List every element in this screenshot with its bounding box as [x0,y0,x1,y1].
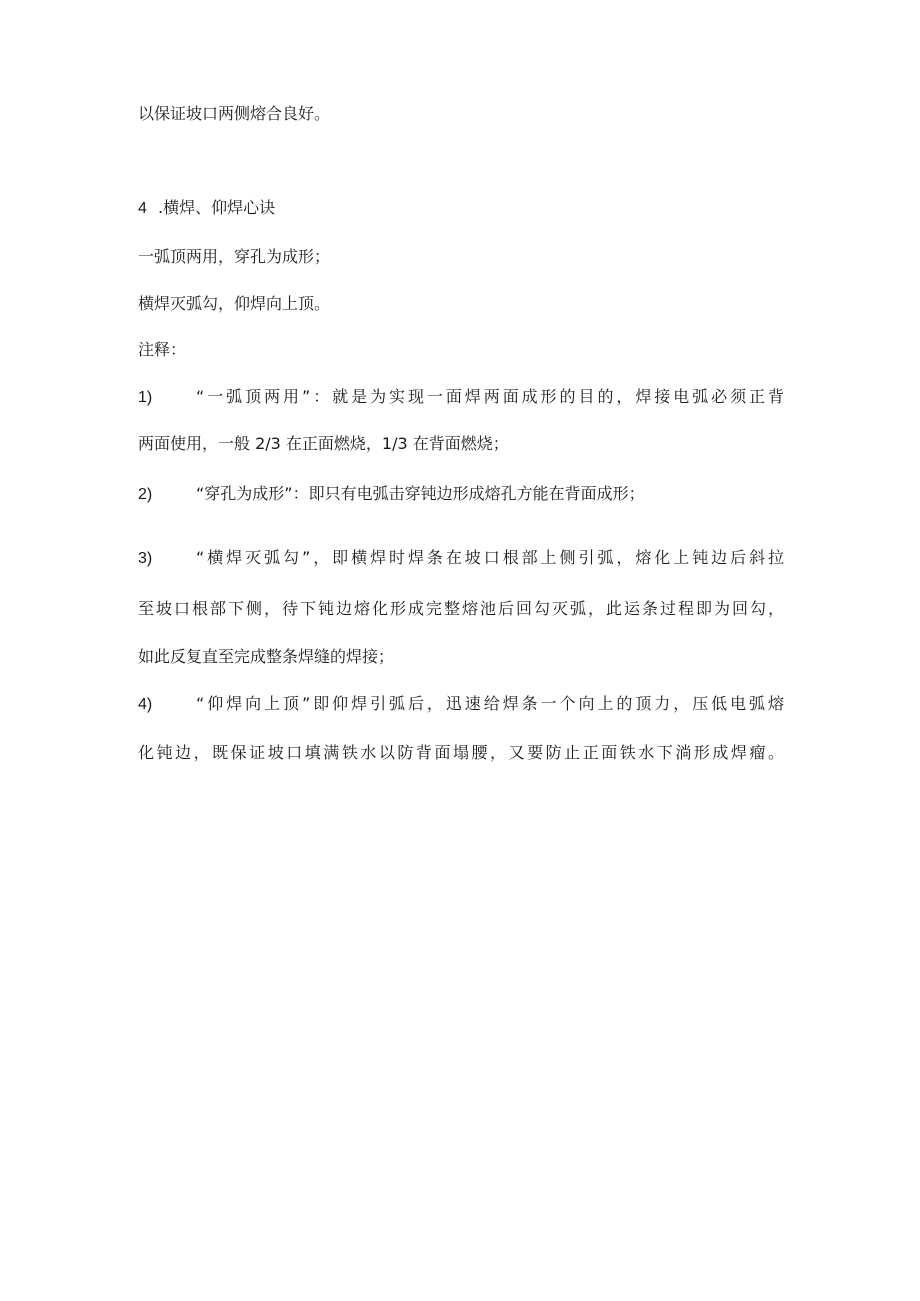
note-4-text-1: “仰焊向上顶”即仰焊引弧后，迅速给焊条一个向上的顶力，压低电弧熔 [196,694,784,713]
note-1-number: 1) [138,389,153,406]
note-4-line-2: 化钝边，既保证坡口填满铁水以防背面塌腰，又要防止正面铁水下淌形成焊瘤。 [138,743,784,762]
note-3-text-1: “横焊灭弧勾”，即横焊时焊条在坡口根部上侧引弧，熔化上钝边后斜拉 [196,548,784,567]
note-4-number: 4) [138,696,153,713]
note-3-line-3: 如此反复直至完成整条焊缝的焊接； [138,647,395,666]
note-1-line-2: 两面使用，一般 2/3 在正面燃烧，1/3 在背面燃烧； [138,434,509,453]
note-1-text-1: “一弧顶两用”：就是为实现一面焊两面成形的目的，焊接电弧必须正背 [196,387,784,406]
note-2-number: 2) [138,486,153,503]
note-2-text-1: “穿孔为成形”：即只有电弧击穿钝边形成熔孔方能在背面成形； [196,484,645,503]
paragraph-continuation: 以保证坡口两侧熔合良好。 [138,104,331,123]
notes-label: 注释： [138,340,187,359]
verse-line-1: 一弧顶两用，穿孔为成形； [138,247,331,266]
note-2-line-1 [138,484,645,505]
section-number: 4 [138,200,147,217]
note-1-line-1 [138,387,784,408]
section-heading [138,198,275,219]
note-3-line-1 [138,548,784,569]
section-title: .横焊、仰焊心诀 [158,198,276,217]
note-3-line-2: 至坡口根部下侧，待下钝边熔化形成完整熔池后回勾灭弧，此运条过程即为回勾， [138,599,784,618]
verse-line-2: 横焊灭弧勾，仰焊向上顶。 [138,294,331,313]
note-3-number: 3) [138,550,153,567]
note-4-line-1 [138,694,784,715]
